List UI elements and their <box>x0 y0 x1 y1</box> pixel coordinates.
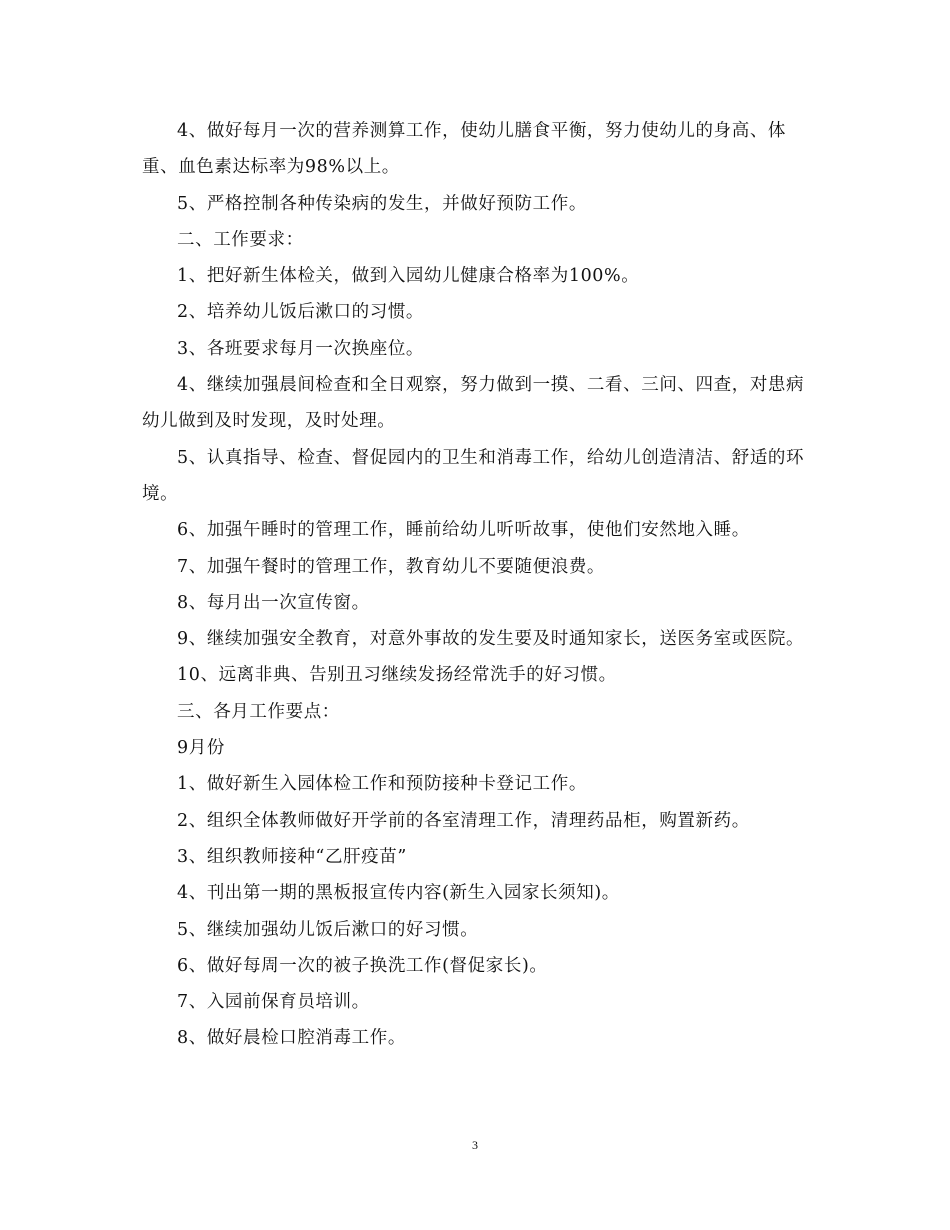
paragraph-nap-management: 6、加强午睡时的管理工作，睡前给幼儿听听故事，使他们安然地入睡。 <box>177 520 750 541</box>
paragraph-safety-education: 9、继续加强安全教育，对意外事故的发生要及时通知家长，送医务室或医院。 <box>177 629 805 650</box>
document-body <box>142 113 810 1057</box>
paragraph-hand-washing: 10、远离非典、告别丑习继续发扬经常洗手的好习惯。 <box>177 665 617 686</box>
paragraph-staff-training: 7、入园前保育员培训。 <box>177 992 370 1013</box>
paragraph-hygiene-disinfection: 5、认真指导、检查、督促园内的卫生和消毒工作，给幼儿创造清洁、舒适的环境。 <box>142 447 805 504</box>
paragraph-oral-disinfection: 8、做好晨检口腔消毒工作。 <box>177 1028 406 1049</box>
paragraph-quilt-washing: 6、做好每周一次的被子换洗工作(督促家长)。 <box>177 955 548 976</box>
paragraph-new-student-checkup: 1、做好新生入园体检工作和预防接种卡登记工作。 <box>177 774 587 795</box>
paragraph-morning-inspection: 4、继续加强晨间检查和全日观察，努力做到一摸、二看、三问、四查，对患病幼儿做到及时发现，及时处理。 <box>142 375 805 432</box>
page-number: 3 <box>472 1138 478 1152</box>
paragraph-seat-change: 3、各班要求每月一次换座位。 <box>177 338 425 359</box>
month-heading-september: 9月份 <box>177 738 225 759</box>
paragraph-health-check: 1、把好新生体检关，做到入园幼儿健康合格率为100%。 <box>177 266 640 287</box>
paragraph-mouth-rinse: 2、培养幼儿饭后漱口的习惯。 <box>177 302 425 323</box>
paragraph-nutrition-measurement: 4、做好每月一次的营养测算工作，使幼儿膳食平衡，努力使幼儿的身高、体重、血色素达标率为98%以上。 <box>142 121 787 178</box>
section-heading-work-requirements: 二、工作要求： <box>177 229 304 250</box>
paragraph-room-cleanup: 2、组织全体教师做好开学前的各室清理工作，清理药品柜，购置新药。 <box>177 810 750 831</box>
paragraph-hepatitis-vaccine: 3、组织教师接种“乙肝疫苗” <box>177 846 407 867</box>
paragraph-blackboard-notice: 4、刊出第一期的黑板报宣传内容(新生入园家长须知)。 <box>177 883 620 904</box>
paragraph-lunch-management: 7、加强午餐时的管理工作，教育幼儿不要随便浪费。 <box>177 556 606 577</box>
paragraph-rinse-habit: 5、继续加强幼儿饭后漱口的好习惯。 <box>177 919 479 940</box>
paragraph-disease-control: 5、严格控制各种传染病的发生，并做好预防工作。 <box>177 193 587 214</box>
section-heading-monthly-points: 三、各月工作要点： <box>177 701 340 722</box>
paragraph-bulletin-window: 8、每月出一次宣传窗。 <box>177 592 370 613</box>
